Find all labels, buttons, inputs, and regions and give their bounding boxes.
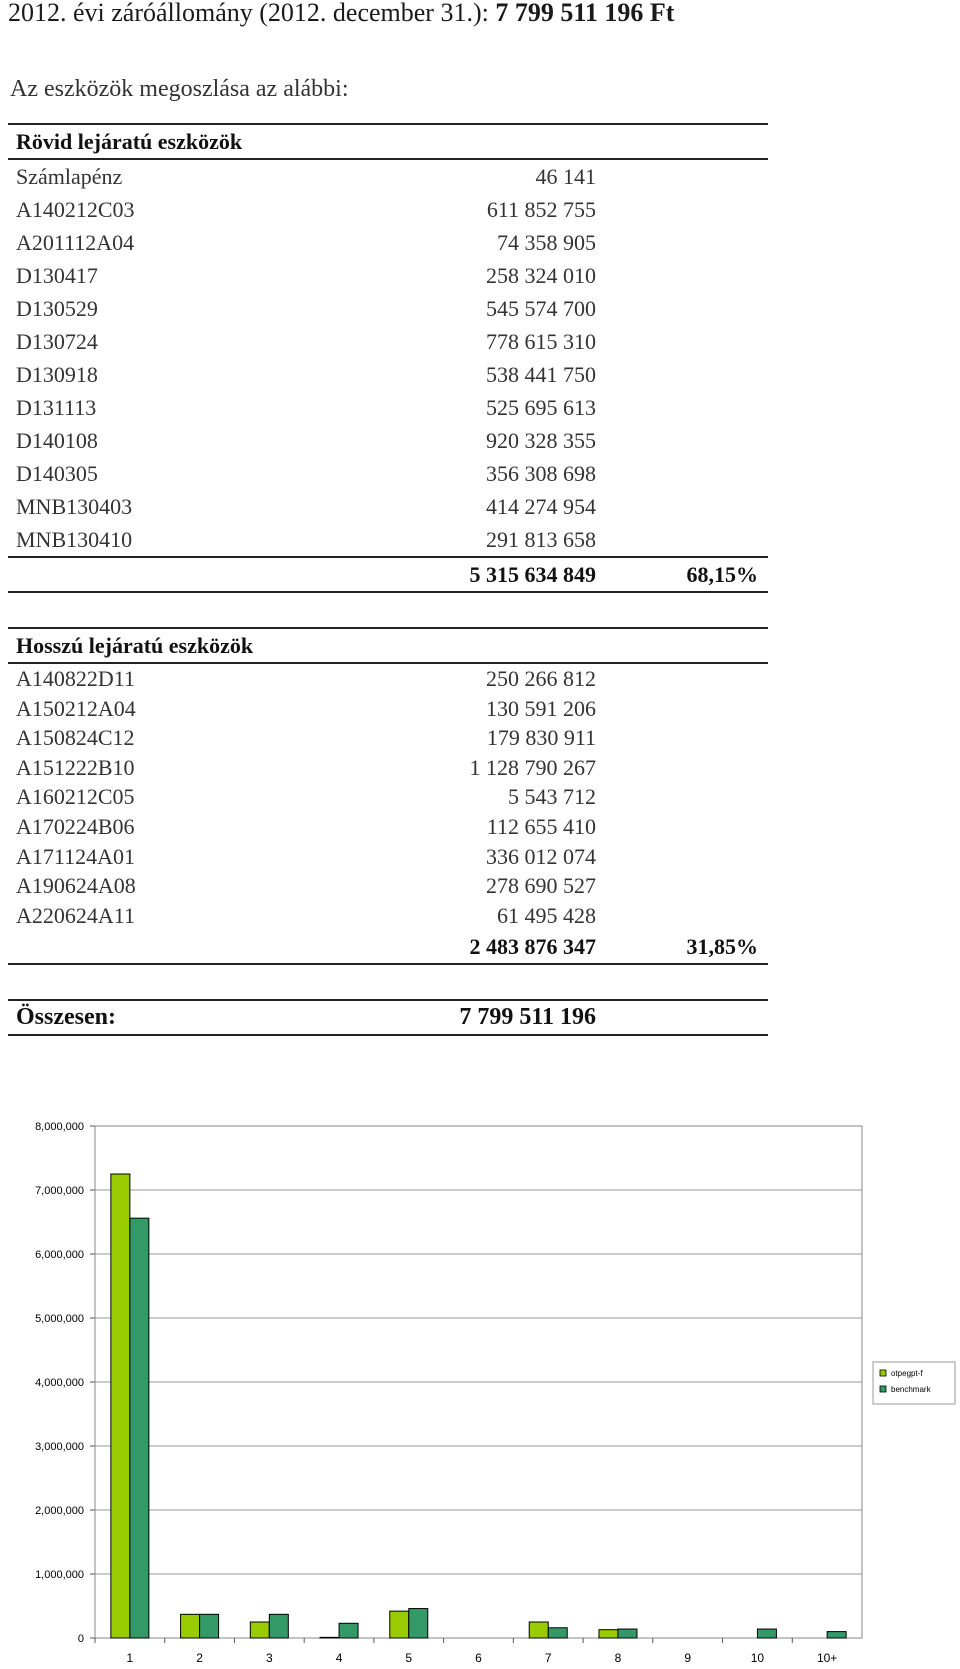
heading-amount: 7 799 511 196 Ft	[495, 0, 675, 27]
table-row	[8, 490, 768, 523]
legend-label: benchmark	[891, 1385, 931, 1394]
row-value: 414 274 954	[486, 494, 596, 519]
x-tick-label: 10+	[816, 1651, 838, 1665]
row-label: D130724	[16, 329, 98, 354]
long-term-title: Hosszú lejáratú eszközök	[16, 633, 254, 658]
table-rule	[8, 1034, 768, 1036]
row-label: A190624A08	[16, 873, 136, 899]
bar-otpegpt-f	[599, 1630, 618, 1638]
bar-benchmark	[200, 1614, 219, 1638]
table-row	[8, 457, 768, 490]
x-tick-label: 7	[544, 1651, 552, 1665]
row-label: MNB130410	[16, 527, 133, 552]
table-row	[8, 259, 768, 292]
row-value: 258 324 010	[486, 263, 596, 288]
bar-otpegpt-f	[390, 1611, 409, 1638]
grand-total-label: Összesen:	[16, 1004, 116, 1031]
x-tick-label: 8	[614, 1651, 622, 1665]
table-row	[8, 664, 768, 694]
y-tick-label: 5,000,000	[35, 1313, 84, 1325]
row-label: D130918	[16, 362, 98, 387]
row-value: 920 328 355	[486, 428, 596, 453]
table-row	[8, 193, 768, 226]
table-row	[8, 292, 768, 325]
row-value: 1 128 790 267	[469, 754, 596, 780]
row-value: 291 813 658	[486, 527, 596, 552]
table-row	[8, 782, 768, 812]
asset-table	[8, 123, 768, 1036]
row-label: A150824C12	[16, 725, 135, 751]
row-value: 5 543 712	[508, 784, 596, 810]
short-term-total-row	[8, 558, 768, 591]
row-label: A160212C05	[16, 784, 135, 810]
table-row	[8, 424, 768, 457]
x-tick-label: 1	[126, 1651, 134, 1665]
table-row	[8, 160, 768, 193]
short-term-total: 5 315 634 849	[469, 562, 596, 587]
y-tick-label: 1,000,000	[35, 1569, 84, 1581]
bar-benchmark	[548, 1628, 567, 1638]
row-label: A220624A11	[16, 902, 135, 928]
table-row	[8, 226, 768, 259]
legend-label: otpegpt-f	[891, 1369, 923, 1378]
intro-text: Az eszközök megoszlása az alábbi:	[10, 76, 349, 102]
row-value: 112 655 410	[486, 813, 596, 839]
row-label: A140822D11	[16, 666, 135, 691]
row-label: A150212A04	[16, 695, 136, 721]
x-tick-label: 4	[335, 1651, 343, 1665]
row-label: A170224B06	[16, 813, 135, 839]
x-tick-label: 3	[265, 1651, 273, 1665]
row-value: 46 141	[535, 164, 596, 189]
grand-total-value: 7 799 511 196	[459, 1004, 596, 1031]
long-term-share: 31,85%	[686, 934, 758, 960]
table-row	[8, 901, 768, 931]
x-tick-label: 2	[196, 1651, 203, 1665]
bar-otpegpt-f	[111, 1174, 130, 1638]
x-tick-label: 9	[684, 1651, 692, 1665]
row-value: 61 495 428	[497, 902, 596, 928]
bar-benchmark	[409, 1609, 428, 1638]
row-label: A171124A01	[16, 843, 135, 869]
long-term-total-row	[8, 930, 768, 963]
x-tick-label: 10	[750, 1651, 765, 1665]
long-term-rows	[8, 664, 768, 930]
x-tick-label: 6	[475, 1651, 482, 1665]
row-label: D130417	[16, 263, 98, 288]
row-label: MNB130403	[16, 494, 133, 519]
row-value: 525 695 613	[486, 395, 596, 420]
y-tick-label: 0	[77, 1633, 84, 1645]
row-label: D140108	[16, 428, 98, 453]
x-tick-label: 5	[405, 1651, 413, 1665]
row-label: D130529	[16, 296, 98, 321]
row-label: D131113	[16, 395, 97, 420]
table-row	[8, 723, 768, 753]
row-value: 74 358 905	[497, 230, 596, 255]
row-value: 356 308 698	[486, 461, 596, 486]
y-tick-label: 8,000,000	[35, 1121, 84, 1133]
maturity-bar-chart	[0, 1100, 960, 1669]
bar-otpegpt-f	[529, 1622, 548, 1638]
row-label: A140212C03	[16, 197, 135, 222]
y-tick-label: 2,000,000	[35, 1505, 84, 1517]
table-row	[8, 325, 768, 358]
short-term-rows	[8, 160, 768, 556]
row-value: 336 012 074	[486, 843, 596, 869]
table-row	[8, 812, 768, 842]
table-row	[8, 753, 768, 783]
table-row	[8, 842, 768, 872]
bar-otpegpt-f	[320, 1637, 339, 1638]
grand-total-row	[8, 1001, 768, 1034]
row-label: A201112A04	[16, 230, 135, 255]
bar-otpegpt-f	[181, 1614, 200, 1638]
row-value: 179 830 911	[486, 725, 596, 751]
y-tick-label: 7,000,000	[35, 1185, 84, 1197]
table-row	[8, 391, 768, 424]
short-term-share: 68,15%	[686, 562, 758, 587]
table-row	[8, 871, 768, 901]
legend-swatch	[880, 1370, 886, 1376]
y-tick-label: 3,000,000	[35, 1441, 84, 1453]
long-term-total: 2 483 876 347	[469, 934, 596, 960]
row-value: 278 690 527	[486, 873, 596, 899]
row-label: D140305	[16, 461, 98, 486]
page-heading	[8, 0, 674, 28]
bar-benchmark	[757, 1629, 776, 1638]
row-value: 611 852 755	[486, 197, 596, 222]
table-row	[8, 694, 768, 724]
table-row	[8, 523, 768, 556]
row-value: 545 574 700	[486, 296, 596, 321]
bar-benchmark	[827, 1632, 846, 1638]
y-tick-label: 6,000,000	[35, 1249, 84, 1261]
legend-swatch	[880, 1386, 886, 1392]
bar-benchmark	[618, 1629, 637, 1638]
bar-benchmark	[269, 1614, 288, 1638]
short-term-title: Rövid lejáratú eszközök	[16, 129, 243, 154]
heading-prefix: 2012. évi záróállomány (2012. december 31.):	[8, 0, 496, 27]
bar-otpegpt-f	[250, 1622, 269, 1638]
row-value: 538 441 750	[486, 362, 596, 387]
row-label: A151222B10	[16, 754, 135, 780]
row-value: 250 266 812	[486, 666, 596, 691]
table-row	[8, 358, 768, 391]
y-tick-label: 4,000,000	[35, 1377, 84, 1389]
row-value: 130 591 206	[486, 695, 596, 721]
row-value: 778 615 310	[486, 329, 596, 354]
bar-benchmark	[339, 1623, 358, 1638]
bar-benchmark	[130, 1218, 149, 1638]
row-label: Számlapénz	[16, 164, 123, 189]
